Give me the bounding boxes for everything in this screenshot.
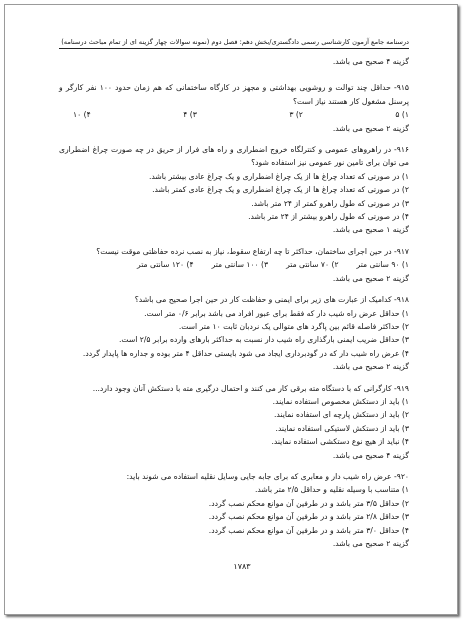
option-1: ۱) در صورتی که تعداد چراغ ها از یک چراغ اضطراری و یک چراغ عادی بیشتر باشد.	[148, 171, 409, 181]
option-1: ۱) باید از دستکش مخصوص استفاده نمایند.	[272, 396, 409, 406]
question-920	[59, 470, 409, 550]
answer-key: گزینه ۲ صحیح می باشد.	[332, 273, 409, 283]
options-list	[59, 395, 409, 449]
option-3: ۳) باید از دستکش لاستیکی استفاده نمایند.	[275, 423, 409, 433]
answer-key: گزینه ۱ صحیح می باشد.	[332, 225, 409, 235]
question-918	[59, 293, 409, 373]
option-1: ۱) ۹۰ سانتی متر	[356, 260, 409, 270]
option-2: ۲) در صورتی که تعداد چراغ ها از یک چراغ اضطراری و یک چراغ عادی کمتر باشد.	[152, 185, 409, 195]
question-917	[59, 245, 409, 285]
option-3: ۳) در صورتی که طول راهرو کمتر از ۲۴ متر باشد.	[251, 198, 409, 208]
option-3: ۳) حداقل ۲/۸ متر باشد و در طرفین آن موانع محکم نصب گردد.	[208, 512, 409, 522]
option-4: ۴) نباید از هیچ نوع دستکشی استفاده نمایند.	[271, 437, 409, 447]
question-text: ۹۲۰- عرض راه شیب دار و معابری که برای جابه جایی وسایل نقلیه استفاده می شوند باید:	[126, 471, 409, 481]
running-header: درسنامه جامع آزمون کارشناسی رسمی دادگستری/بخش دهم: فصل دوم (نمونه سوالات چهار گزینه ای از تمام مباحث درسنامه)	[59, 37, 409, 49]
question-919	[59, 382, 409, 462]
page-number: ۱۷۸۳	[233, 562, 251, 571]
option-4: ۴) ۱۰	[73, 110, 91, 120]
answer-key: گزینه ۲ صحیح می باشد.	[332, 123, 409, 133]
question-916	[59, 143, 409, 237]
option-4: ۴) حداقل ۳/۰ متر باشد و در طرفین آن موانع محکم نصب گردد.	[208, 525, 409, 535]
answer-key: گزینه ۴ صحیح می باشد.	[332, 57, 409, 66]
options-row	[59, 258, 409, 271]
question-915	[59, 81, 409, 135]
option-4: ۴) عرض راه شیب دار که در گودبرداری ایجاد می شود بایستی حداقل ۴ متر بوده و جداره ها پایدار گردد.	[82, 348, 409, 358]
question-text: ۹۱۵- حداقل چند توالت و روشویی بهداشتی و مجهز در کارگاه ساختمانی که هم زمان حدود ۱۰۰ نفر کارگر و پرسنل مشغول کار هستند نیاز است؟	[59, 83, 409, 106]
option-4: ۴) در صورتی که طول راهرو بیشتر از ۲۴ متر باشد.	[248, 212, 409, 222]
option-2: ۲) باید از دستکش پارچه ای استفاده نمایند.	[274, 410, 409, 420]
options-row	[59, 108, 409, 121]
question-text: ۹۱۶- در راهروهای عمومی و کنترلگاه خروج اضطراری و راه های فرار از حریق در چه صورت چراغ اضطراری می توان برای تامین نور عمومی نیز استفاده شود؟	[59, 145, 409, 168]
option-2: ۲) حداقل ۳/۵ متر باشد و در طرفین آن موانع محکم نصب گردد.	[208, 498, 409, 508]
document-page	[4, 4, 458, 615]
option-2: ۲) ۳	[289, 110, 303, 120]
options-list	[59, 170, 409, 224]
option-1: ۱) حداقل عرض راه شیب دار که فقط برای عبور افراد می باشد برابر ۰/۶ متر است.	[144, 308, 409, 318]
option-3: ۳) ۱۰۰ سانتی متر	[211, 260, 269, 270]
options-list	[59, 307, 409, 361]
page-content	[59, 55, 409, 550]
options-list	[59, 483, 409, 537]
answer-key: گزینه ۲ صحیح می باشد.	[332, 539, 409, 548]
option-2: ۲) ۷۰ سانتی متر	[286, 260, 339, 270]
question-text: ۹۱۷- در حین اجرای ساختمان، حداکثر تا چه ارتفاع سقوط، نیاز به نصب نرده حفاظتی موقت نیست؟	[96, 246, 409, 256]
option-4: ۴) ۱۲۰ سانتی متر	[137, 260, 194, 270]
answer-key: گزینه ۴ صحیح می باشد.	[332, 450, 409, 460]
option-1: ۱) متناسب با وسیله نقلیه و حداقل ۲/۵ متر باشد.	[254, 485, 409, 495]
question-text: ۹۱۸- کدامیک از عبارت های زیر برای ایمنی و حفاظت کار در حین اجرا صحیح می باشد؟	[134, 295, 409, 305]
option-2: ۲) حداکثر فاصله قائم بین پاگرد های متوالی یک نردبان ثابت ۱۰ متر است.	[178, 321, 409, 331]
option-1: ۱) ۵	[395, 110, 409, 120]
answer-key: گزینه ۲ صحیح می باشد.	[332, 362, 409, 372]
option-3: ۳) حداقل ضریب ایمنی بارگذاری راه شیب دار نسبت به حداکثر بارهای وارده برابر ۲/۵ است.	[119, 335, 409, 345]
option-3: ۳) ۴	[183, 110, 197, 120]
question-text: ۹۱۹- کارگرانی که با دستگاه مته برقی کار می کنند و احتمال درگیری مته با دستکش آنان وجود دارد...	[92, 383, 409, 393]
